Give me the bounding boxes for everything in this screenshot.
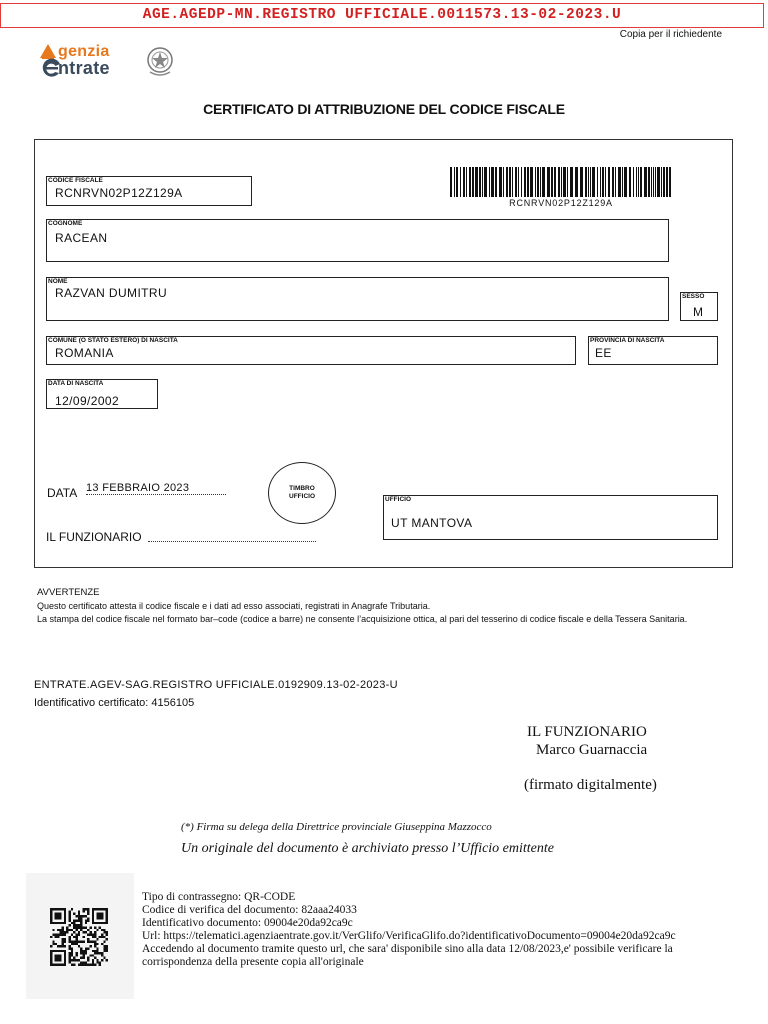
stamp-line-1: TIMBRO xyxy=(289,485,315,492)
provincia-nascita-value: EE xyxy=(595,346,612,360)
republic-emblem-icon xyxy=(146,44,174,78)
verification-qr-code xyxy=(49,908,109,966)
comune-nascita-field xyxy=(46,336,576,365)
comune-nascita-label: COMUNE (O STATO ESTERO) DI NASCITA xyxy=(48,337,178,344)
cognome-value: RACEAN xyxy=(55,231,108,245)
avvertenze-title: AVVERTENZE xyxy=(37,587,100,598)
provincia-nascita-field xyxy=(588,336,718,365)
ufficio-value: UT MANTOVA xyxy=(391,516,473,530)
contrassegno-identificativo: Identificativo documento: 09004e20da92ca9c xyxy=(142,917,353,929)
delegation-note: (*) Firma su delega della Direttrice provinciale Giuseppina Mazzocco xyxy=(181,821,492,833)
comune-nascita-value: ROMANIA xyxy=(55,346,114,360)
sesso-label: SESSO xyxy=(682,293,705,300)
codice-fiscale-value: RCNRVN02P12Z129A xyxy=(55,186,183,200)
cognome-label: COGNOME xyxy=(48,220,83,227)
provincia-nascita-label: PROVINCIA DI NASCITA xyxy=(590,337,665,344)
ufficio-label: UFFICIO xyxy=(385,496,411,503)
codice-fiscale-label: CODICE FISCALE xyxy=(48,177,103,184)
signature-title: IL FUNZIONARIO xyxy=(527,724,647,740)
contrassegno-codice: Codice di verifica del documento: 82aaa24033 xyxy=(142,904,357,916)
registry-reference: ENTRATE.AGEV-SAG.REGISTRO UFFICIALE.0192909.13-02-2023-U xyxy=(34,679,398,691)
cognome-field xyxy=(46,219,669,262)
contrassegno-accesso: Accedendo al documento tramite questo url, che sara' disponibile sino alla data 12/08/2023,e' possibile verificare la xyxy=(142,943,673,955)
data-nascita-value: 12/09/2002 xyxy=(55,394,120,408)
signature-note: (firmato digitalmente) xyxy=(524,777,657,793)
contrassegno-block xyxy=(142,891,762,969)
ufficio-field xyxy=(383,495,718,540)
contrassegno-url[interactable]: Url: https://telematici.agenziaentrate.gov.it/VerGlifo/VerificaGlifo.do?identificativoDocumento=09004e20da92ca9c xyxy=(142,930,676,942)
agenzia-entrate-logo xyxy=(38,42,178,82)
signature-name: Marco Guarnaccia xyxy=(536,742,648,758)
document-title: CERTIFICATO DI ATTRIBUZIONE DEL CODICE FISCALE xyxy=(203,101,565,117)
data-nascita-field xyxy=(46,379,158,409)
logo-word-bottom: ntrate xyxy=(58,58,110,78)
sesso-field xyxy=(680,292,718,321)
contrassegno-corrispondenza: corrispondenza della presente copia all'originale xyxy=(142,956,364,968)
funzionario-signature-line xyxy=(148,533,316,542)
certificate-id: Identificativo certificato: 4156105 xyxy=(34,697,195,709)
funzionario-label: IL FUNZIONARIO xyxy=(46,530,142,544)
sesso-value: M xyxy=(693,305,704,319)
avvertenze-text-2: La stampa del codice fiscale nel formato bar–code (codice a barre) ne consente l’acquisizione ottica, al pari del tesserino di codice fiscale e della Tessera Sanitaria. xyxy=(37,614,688,624)
office-stamp-circle xyxy=(268,462,336,524)
logo-word-top: genzia xyxy=(58,43,110,60)
avvertenze-text-1: Questo certificato attesta il codice fiscale e i dati ad esso associati, registrati in Anagrafe Tributaria. xyxy=(37,601,431,611)
original-archived-note: Un originale del documento è archiviato presso l’Ufficio emittente xyxy=(181,841,554,856)
issue-date-value: 13 FEBBRAIO 2023 xyxy=(86,482,226,495)
nome-label: NOME xyxy=(48,278,68,285)
contrassegno-tipo: Tipo di contrassegno: QR-CODE xyxy=(142,891,296,903)
fiscal-code-barcode xyxy=(450,167,672,197)
stamp-line-2: UFFICIO xyxy=(289,493,315,500)
nome-field xyxy=(46,277,669,321)
protocol-stamp: AGE.AGEDP-MN.REGISTRO UFFICIALE.0011573.13-02-2023.U xyxy=(0,3,764,28)
issue-date-label: DATA xyxy=(47,486,78,500)
copy-note: Copia per il richiedente xyxy=(619,29,722,40)
codice-fiscale-field xyxy=(46,176,252,206)
nome-value: RAZVAN DUMITRU xyxy=(55,286,168,300)
barcode-caption: RCNRVN02P12Z129A xyxy=(509,198,613,208)
data-nascita-label: DATA DI NASCITA xyxy=(48,380,104,387)
